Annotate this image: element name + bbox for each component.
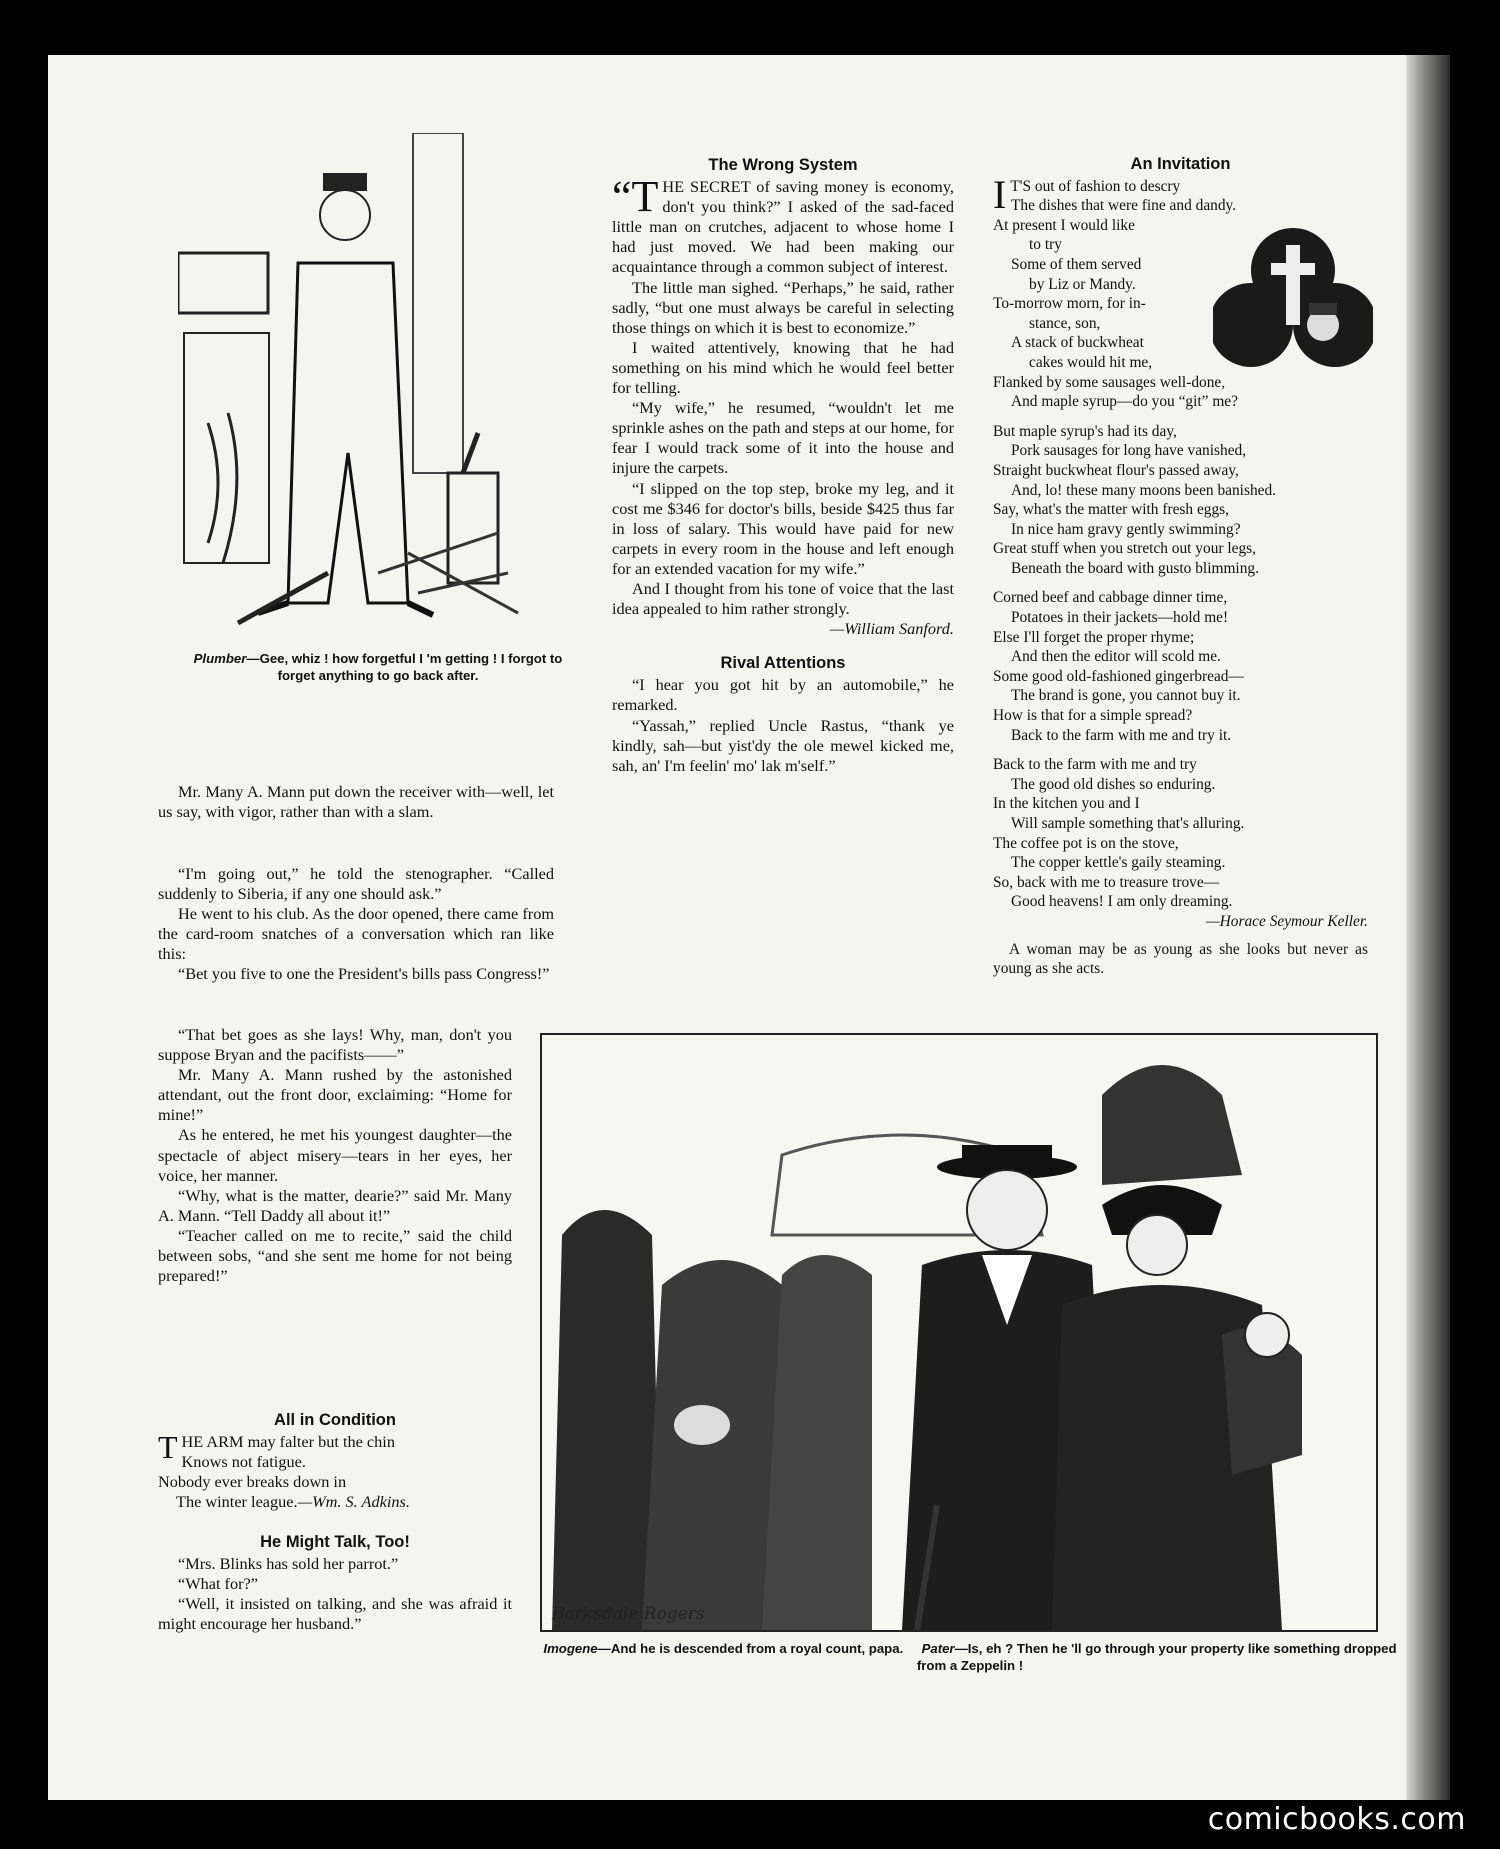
- pater-speaker: Pater: [921, 1641, 955, 1656]
- invitation-line: But maple syrup's had its day,: [993, 422, 1177, 440]
- wrong-system-dropcap: “T: [612, 172, 659, 222]
- all-in-condition-line: HE ARM may falter but the chin: [181, 1432, 395, 1452]
- book-spine: [1406, 55, 1450, 1800]
- invitation-line: A stack of buckwheat: [1011, 334, 1144, 352]
- plumber-illustration: [178, 133, 546, 641]
- invitation-dropcap: I: [993, 171, 1007, 217]
- rival-attentions-paragraph: “Yassah,” replied Uncle Rastus, “thank ye kindly, sah—but yist'dy the ole mewel kicked me, sah, an' I'm feelin' mo' lak m'self.”: [612, 715, 954, 775]
- invitation-line: to try: [1029, 236, 1062, 254]
- invitation-line: To-morrow morn, for in-: [993, 295, 1146, 313]
- invitation-line: stance, son,: [1029, 314, 1101, 332]
- invitation-line: Corned beef and cabbage dinner time,: [993, 589, 1228, 607]
- all-in-condition-line: Knows not fatigue.: [181, 1452, 306, 1472]
- story-narrow: [158, 1025, 512, 1286]
- all-in-condition-dropcap: T: [158, 1429, 178, 1466]
- wrong-system-paragraph: And I thought from his tone of voice that the last idea appealed to him rather strongly.: [612, 578, 954, 619]
- artist-signature: Barksdale Rogers: [552, 1604, 705, 1624]
- invitation-line: Good heavens! I am only dreaming.: [1011, 893, 1233, 911]
- invitation-line: Back to the farm with me and try: [993, 756, 1197, 774]
- invitation-line: In nice ham gravy gently swimming?: [1011, 520, 1241, 538]
- invitation-line: Pork sausages for long have vanished,: [1011, 442, 1247, 460]
- woman-quip: A woman may be as young as she looks but never as young as she acts.: [993, 940, 1368, 978]
- story-paragraph: He went to his club. As the door opened, there came from the card-room snatches of a conversation which ran like this:: [158, 904, 554, 964]
- invitation-author: —Horace Seymour Keller.: [1206, 912, 1368, 930]
- invitation-line: Else I'll forget the proper rhyme;: [993, 628, 1195, 646]
- invitation-line: Straight buckwheat flour's passed away,: [993, 461, 1239, 479]
- trefoil-vignette: [1213, 225, 1373, 375]
- story-paragraph: As he entered, he met his youngest daughter—the spectacle of abject misery—tears in her eyes, her voice, her manner.: [158, 1125, 512, 1185]
- invitation-line: The good old dishes so enduring.: [1011, 775, 1216, 793]
- invitation-line: Back to the farm with me and try it.: [1011, 726, 1232, 744]
- he-might-talk-title: He Might Talk, Too!: [260, 1533, 410, 1551]
- invitation-line: Will sample something that's alluring.: [1011, 815, 1245, 832]
- invitation-line: Say, what's the matter with fresh eggs,: [993, 501, 1229, 519]
- wrong-system-paragraph: I waited attentively, knowing that he had something on his mind which he would feel better for telling.: [612, 337, 954, 398]
- wrong-system-paragraph: The little man sighed. “Perhaps,” he said, rather sadly, “but one must always be careful in selecting those things on which it is best to economize.”: [612, 277, 954, 337]
- story-paragraph: Mr. Many A. Mann rushed by the astonished attendant, out the front door, exclaiming: “Home for mine!”: [158, 1065, 512, 1125]
- invitation-line: The brand is gone, you cannot buy it.: [1011, 687, 1241, 705]
- imogene-speaker: Imogene: [543, 1641, 598, 1656]
- invitation-line: And then the editor will scold me.: [1011, 648, 1221, 666]
- street-caption: [540, 1640, 1400, 1674]
- invitation-line: Great stuff when you stretch out your legs,: [993, 540, 1257, 558]
- wrong-system-paragraph: “My wife,” he resumed, “wouldn't let me sprinkle ashes on the path and steps at our home, for fear I would track some of it into the house and injure the carpets.: [612, 398, 954, 478]
- all-in-condition-line: Nobody ever breaks down in: [158, 1472, 347, 1492]
- invitation-line: by Liz or Mandy.: [1029, 275, 1136, 293]
- invitation-line: So, back with me to treasure trove—: [993, 873, 1220, 891]
- he-might-talk-paragraph: “Well, it insisted on talking, and she was afraid it might encourage her husband.”: [158, 1594, 512, 1634]
- invitation-title: An Invitation: [1130, 155, 1231, 173]
- street-scene-illustration: [540, 1033, 1378, 1632]
- invitation-line: At present I would like: [993, 216, 1135, 234]
- story-column: [158, 782, 554, 822]
- wrong-system-paragraph: “I slipped on the top step, broke my leg, and it cost me $346 for doctor's bills, beside $425 thus far in loss of salary. This would have paid for new carpets in every room in the house and left enough for an extended vacation for my wife.”: [612, 478, 954, 578]
- invitation-line: And maple syrup—do you “git” me?: [1011, 393, 1238, 411]
- story-paragraph: “I'm going out,” he told the stenographer. “Called suddenly to Siberia, if any one should ask.”: [158, 864, 554, 904]
- story-paragraph: “That bet goes as she lays! Why, man, don't you suppose Bryan and the pacifists——”: [158, 1025, 512, 1065]
- he-might-talk-section: [158, 1532, 512, 1634]
- all-in-condition-author: —Wm. S. Adkins.: [297, 1492, 410, 1512]
- rival-attentions-title: Rival Attentions: [720, 654, 846, 673]
- imogene-line: —And he is descended from a royal count, papa.: [597, 1641, 904, 1656]
- story-continued: [158, 864, 554, 985]
- invitation-line: Some good old-fashioned gingerbread—: [993, 667, 1244, 685]
- invitation-line: How is that for a simple spread?: [993, 707, 1193, 725]
- wrong-system-title: The Wrong System: [708, 156, 858, 174]
- invitation-line: Flanked by some sausages well-done,: [993, 373, 1226, 391]
- plumber-drawing: [178, 133, 546, 641]
- story-paragraph: “Teacher called on me to recite,” said the child between sobs, “and she sent me home for not being prepared!”: [158, 1225, 512, 1286]
- street-scene-drawing: [542, 1035, 1376, 1630]
- wrong-system-author: —William Sanford.: [829, 619, 954, 639]
- all-in-condition-title: All in Condition: [274, 1411, 396, 1429]
- magazine-page: [48, 55, 1450, 1800]
- he-might-talk-paragraph: “What for?”: [178, 1574, 258, 1594]
- wrong-system-paragraph: HE SECRET of saving money is economy, don't you think?” I asked of the sad-faced little man on crutches, adjacent to whose home I had just moved. We had been making our acquaintance through a common subject of interest.: [612, 177, 954, 277]
- invitation-line: And, lo! these many moons been banished.: [1011, 481, 1277, 499]
- site-watermark: comicbooks.com: [1207, 1802, 1466, 1837]
- plumber-caption-text: —Gee, whiz ! how forgetful I 'm getting ! I forgot to forget anything to go back after.: [246, 651, 563, 683]
- plumber-caption: [178, 650, 578, 684]
- invitation-line: The dishes that were fine and dandy.: [1011, 197, 1237, 215]
- invitation-line: T'S out of fashion to descry: [1010, 177, 1181, 195]
- invitation-line: Some of them served: [1011, 255, 1142, 273]
- pater-line: —Is, eh ? Then he 'll go through your property like something dropped from a Zeppelin !: [916, 1641, 1397, 1673]
- he-might-talk-paragraph: “Mrs. Blinks has sold her parrot.”: [178, 1554, 399, 1574]
- plumber-speaker: Plumber: [193, 651, 247, 666]
- invitation-line: The copper kettle's gaily steaming.: [1011, 854, 1226, 872]
- rival-attentions-paragraph: “I hear you got hit by an automobile,” he remarked.: [612, 675, 954, 715]
- invitation-line: The coffee pot is on the stove,: [993, 834, 1179, 852]
- story-paragraph: Mr. Many A. Mann put down the receiver with—well, let us say, with vigor, rather than with a slam.: [158, 782, 554, 822]
- story-paragraph: “Why, what is the matter, dearie?” said Mr. Many A. Mann. “Tell Daddy all about it!”: [158, 1185, 512, 1225]
- all-in-condition-line: The winter league.: [176, 1492, 298, 1512]
- wrong-system-section: [612, 155, 954, 776]
- invitation-line: Beneath the board with gusto blimming.: [1011, 559, 1259, 577]
- story-paragraph: “Bet you five to one the President's bills pass Congress!”: [178, 964, 550, 984]
- invitation-line: cakes would hit me,: [1029, 353, 1153, 371]
- all-in-condition-section: [158, 1410, 512, 1512]
- invitation-line: In the kitchen you and I: [993, 795, 1140, 813]
- invitation-line: Potatoes in their jackets—hold me!: [1011, 609, 1229, 627]
